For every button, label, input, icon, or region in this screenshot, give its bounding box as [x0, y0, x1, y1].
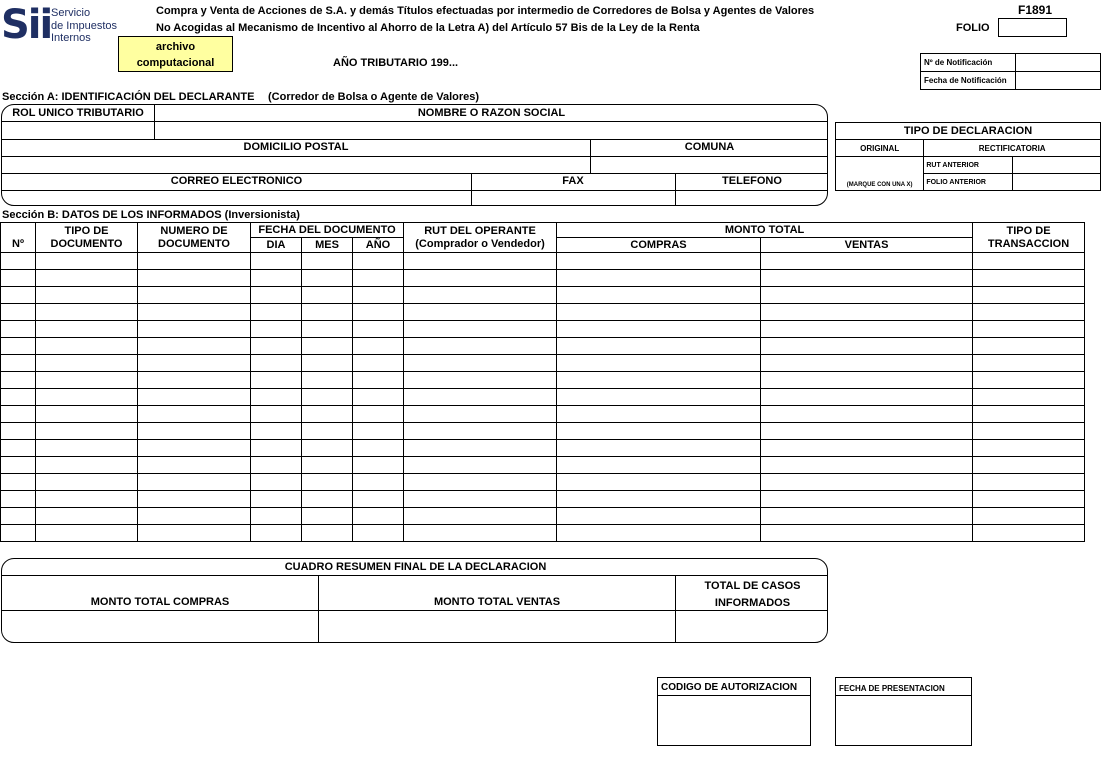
table-cell[interactable] [1, 270, 36, 287]
table-row [1, 270, 1085, 287]
table-cell[interactable] [36, 304, 138, 321]
table-cell[interactable] [973, 406, 1085, 423]
fecha-presentacion-box[interactable] [835, 677, 972, 746]
table-cell[interactable] [138, 321, 251, 338]
table-row [1, 355, 1085, 372]
table-cell[interactable] [761, 474, 973, 491]
table-cell[interactable] [557, 389, 761, 406]
marque-hint: (MARQUE CON UNA X) [846, 182, 913, 188]
fecha-presentacion-label: FECHA DE PRESENTACION [839, 684, 945, 693]
col-ventas-header: VENTAS [761, 238, 973, 253]
table-cell[interactable] [36, 508, 138, 525]
table-cell[interactable] [138, 304, 251, 321]
table-cell[interactable] [138, 423, 251, 440]
table-cell[interactable] [138, 355, 251, 372]
table-cell[interactable] [761, 508, 973, 525]
table-cell[interactable] [302, 372, 353, 389]
table-cell[interactable] [404, 406, 557, 423]
table-cell[interactable] [761, 321, 973, 338]
table-cell[interactable] [36, 491, 138, 508]
table-cell[interactable] [557, 270, 761, 287]
table-cell[interactable] [557, 355, 761, 372]
table-cell[interactable] [353, 457, 404, 474]
table-cell[interactable] [353, 525, 404, 542]
table-cell[interactable] [973, 338, 1085, 355]
table-cell[interactable] [557, 525, 761, 542]
table-cell[interactable] [36, 474, 138, 491]
informados-table [0, 222, 1085, 542]
table-cell[interactable] [251, 525, 302, 542]
table-cell[interactable] [353, 389, 404, 406]
table-cell[interactable] [404, 270, 557, 287]
table-cell[interactable] [138, 491, 251, 508]
logo-line3: Internos [51, 32, 91, 44]
table-cell[interactable] [761, 355, 973, 372]
table-cell[interactable] [36, 457, 138, 474]
table-row [1, 372, 1085, 389]
rut-input[interactable] [2, 122, 154, 139]
fax-label: FAX [562, 175, 584, 187]
codigo-autorizacion-box[interactable] [657, 677, 811, 746]
comuna-input[interactable] [591, 157, 828, 173]
table-cell[interactable] [302, 355, 353, 372]
table-cell[interactable] [557, 457, 761, 474]
table-cell[interactable] [557, 508, 761, 525]
table-cell[interactable] [557, 474, 761, 491]
col-tipo-doc-header: TIPO DE DOCUMENTO [36, 223, 138, 253]
table-cell[interactable] [1, 253, 36, 270]
table-cell[interactable] [353, 406, 404, 423]
table-cell[interactable] [557, 423, 761, 440]
table-cell[interactable] [404, 321, 557, 338]
col-tipo-trans-header: TIPO DE TRANSACCION [973, 223, 1085, 253]
resumen-ventas-input[interactable] [319, 611, 675, 643]
table-cell[interactable] [302, 287, 353, 304]
table-cell[interactable] [353, 304, 404, 321]
table-cell[interactable] [973, 304, 1085, 321]
table-row [1, 253, 1085, 270]
folio-label: FOLIO [956, 22, 990, 34]
table-cell[interactable] [36, 338, 138, 355]
table-cell[interactable] [138, 440, 251, 457]
table-cell[interactable] [404, 287, 557, 304]
table-cell[interactable] [557, 406, 761, 423]
table-cell[interactable] [973, 287, 1085, 304]
table-cell[interactable] [138, 287, 251, 304]
table-cell[interactable] [36, 270, 138, 287]
table-cell[interactable] [302, 491, 353, 508]
notif-num-input[interactable] [1016, 54, 1101, 72]
table-cell[interactable] [138, 457, 251, 474]
logo-line1: Servicio [51, 7, 91, 19]
table-cell[interactable] [353, 440, 404, 457]
table-cell[interactable] [1, 423, 36, 440]
table-cell[interactable] [973, 372, 1085, 389]
table-cell[interactable] [302, 525, 353, 542]
table-cell[interactable] [36, 406, 138, 423]
col-dia-header: DIA [251, 238, 302, 253]
table-cell[interactable] [251, 440, 302, 457]
table-cell[interactable] [138, 508, 251, 525]
archivo-line1: archivo [155, 41, 196, 53]
col-n-header: Nº [1, 223, 36, 253]
table-cell[interactable] [251, 474, 302, 491]
form-title-line1: Compra y Venta de Acciones de S.A. y demás Títulos efectuadas por intermedio de Corredores de Bolsa y Agentes de Valores [156, 5, 815, 17]
table-row [1, 474, 1085, 491]
archivo-computacional-badge [118, 36, 233, 72]
folio-anterior-input[interactable] [1012, 174, 1100, 191]
table-cell[interactable] [251, 491, 302, 508]
table-cell[interactable] [302, 253, 353, 270]
table-cell[interactable] [251, 304, 302, 321]
table-cell[interactable] [138, 338, 251, 355]
table-cell[interactable] [1, 355, 36, 372]
table-cell[interactable] [404, 389, 557, 406]
table-cell[interactable] [973, 355, 1085, 372]
table-cell[interactable] [761, 491, 973, 508]
table-cell[interactable] [251, 406, 302, 423]
table-cell[interactable] [302, 440, 353, 457]
table-cell[interactable] [353, 287, 404, 304]
resumen-compras-input[interactable] [2, 611, 318, 643]
resumen-casos-label: TOTAL DE CASOS INFORMADOS [704, 580, 801, 609]
table-cell[interactable] [251, 355, 302, 372]
table-cell[interactable] [557, 304, 761, 321]
table-cell[interactable] [973, 457, 1085, 474]
col-anio-header: AÑO [353, 238, 404, 253]
notif-num-label: Nº de Notificación [921, 54, 1016, 72]
table-cell[interactable] [251, 372, 302, 389]
table-cell[interactable] [138, 525, 251, 542]
nombre-input[interactable] [155, 122, 828, 139]
table-cell[interactable] [1, 525, 36, 542]
table-cell[interactable] [404, 440, 557, 457]
table-cell[interactable] [404, 491, 557, 508]
table-cell[interactable] [557, 491, 761, 508]
original-checkbox[interactable] [836, 157, 924, 191]
table-cell[interactable] [36, 253, 138, 270]
table-cell[interactable] [353, 270, 404, 287]
table-cell[interactable] [1, 474, 36, 491]
table-cell[interactable] [973, 423, 1085, 440]
table-cell[interactable] [1, 372, 36, 389]
table-cell[interactable] [557, 372, 761, 389]
form-code: F1891 [1018, 3, 1053, 17]
table-cell[interactable] [302, 406, 353, 423]
table-cell[interactable] [302, 389, 353, 406]
table-cell[interactable] [404, 338, 557, 355]
table-row [1, 389, 1085, 406]
table-cell[interactable] [251, 338, 302, 355]
table-row [1, 287, 1085, 304]
col-num-doc-header: NUMERO DE DOCUMENTO [138, 223, 251, 253]
table-cell[interactable] [973, 321, 1085, 338]
rut-anterior-label: RUT ANTERIOR [924, 157, 1012, 174]
col-rut-op-header: RUT DEL OPERANTE (Comprador o Vendedor) [404, 223, 557, 253]
table-cell[interactable] [251, 253, 302, 270]
table-cell[interactable] [761, 525, 973, 542]
table-cell[interactable] [404, 474, 557, 491]
table-cell[interactable] [761, 372, 973, 389]
table-cell[interactable] [138, 474, 251, 491]
sii-logo-mark: Sii [1, 2, 52, 48]
table-cell[interactable] [404, 457, 557, 474]
table-cell[interactable] [138, 389, 251, 406]
table-cell[interactable] [36, 355, 138, 372]
table-cell[interactable] [1, 338, 36, 355]
table-cell[interactable] [973, 389, 1085, 406]
form-title-line2: No Acogidas al Mecanismo de Incentivo al Ahorro de la Letra A) del Artículo 57 Bis de la Ley de la Renta [156, 22, 700, 34]
table-cell[interactable] [353, 321, 404, 338]
table-cell[interactable] [761, 304, 973, 321]
table-cell[interactable] [1, 457, 36, 474]
resumen-casos-input[interactable] [676, 611, 828, 643]
table-cell[interactable] [973, 253, 1085, 270]
table-cell[interactable] [1, 389, 36, 406]
table-cell[interactable] [761, 338, 973, 355]
notif-fecha-label: Fecha de Notificación [921, 72, 1016, 90]
section-a-frame [1, 104, 828, 206]
sii-logo-text [51, 7, 123, 45]
correo-label: CORREO ELECTRONICO [170, 175, 303, 187]
table-cell[interactable] [36, 287, 138, 304]
table-cell[interactable] [36, 423, 138, 440]
table-cell[interactable] [557, 287, 761, 304]
table-cell[interactable] [353, 253, 404, 270]
table-cell[interactable] [973, 440, 1085, 457]
table-cell[interactable] [302, 457, 353, 474]
table-cell[interactable] [557, 253, 761, 270]
table-cell[interactable] [1, 321, 36, 338]
table-row [1, 491, 1085, 508]
resumen-compras-label: MONTO TOTAL COMPRAS [90, 596, 230, 608]
table-cell[interactable] [251, 270, 302, 287]
table-cell[interactable] [404, 372, 557, 389]
table-cell[interactable] [404, 304, 557, 321]
table-cell[interactable] [761, 423, 973, 440]
section-a-title: Sección A: IDENTIFICACIÓN DEL DECLARANTE [2, 91, 255, 103]
table-cell[interactable] [138, 253, 251, 270]
table-cell[interactable] [251, 508, 302, 525]
table-row [1, 304, 1085, 321]
notif-fecha-input[interactable] [1016, 72, 1101, 90]
domicilio-label: DOMICILIO POSTAL [243, 141, 349, 153]
table-cell[interactable] [404, 355, 557, 372]
table-cell[interactable] [138, 270, 251, 287]
folio-input-box[interactable] [998, 18, 1067, 37]
tipo-declaracion-title: TIPO DE DECLARACION [836, 123, 1101, 140]
resumen-title: CUADRO RESUMEN FINAL DE LA DECLARACION [284, 561, 547, 573]
table-cell[interactable] [973, 525, 1085, 542]
table-cell[interactable] [251, 389, 302, 406]
table-cell[interactable] [251, 457, 302, 474]
archivo-line2: computacional [136, 57, 215, 69]
sii-logo [1, 2, 121, 48]
table-cell[interactable] [302, 508, 353, 525]
col-monto-header: MONTO TOTAL [557, 223, 973, 238]
table-cell[interactable] [353, 474, 404, 491]
table-cell[interactable] [138, 372, 251, 389]
rectificatoria-label: RECTIFICATORIA [924, 140, 1101, 157]
folio-anterior-label: FOLIO ANTERIOR [924, 174, 1012, 191]
correo-input[interactable] [2, 191, 471, 206]
table-cell[interactable] [404, 423, 557, 440]
rut-label: ROL UNICO TRIBUTARIO [12, 107, 144, 119]
table-cell[interactable] [973, 270, 1085, 287]
table-cell[interactable] [973, 491, 1085, 508]
table-row [1, 321, 1085, 338]
table-row [1, 457, 1085, 474]
table-cell[interactable] [302, 270, 353, 287]
logo-line2: de Impuestos [51, 19, 118, 32]
table-cell[interactable] [1, 440, 36, 457]
table-row [1, 525, 1085, 542]
tipo-declaracion-table [835, 122, 1101, 191]
fax-input[interactable] [472, 191, 675, 206]
table-cell[interactable] [353, 508, 404, 525]
anio-tributario: AÑO TRIBUTARIO 199... [333, 57, 459, 69]
table-cell[interactable] [353, 423, 404, 440]
table-cell[interactable] [302, 321, 353, 338]
table-row [1, 338, 1085, 355]
table-cell[interactable] [761, 406, 973, 423]
section-a-subtitle: (Corredor de Bolsa o Agente de Valores) [268, 91, 480, 103]
table-cell[interactable] [302, 423, 353, 440]
table-cell[interactable] [761, 440, 973, 457]
table-cell[interactable] [353, 372, 404, 389]
table-cell[interactable] [1, 304, 36, 321]
table-cell[interactable] [302, 474, 353, 491]
codigo-autorizacion-label: CODIGO DE AUTORIZACION [661, 682, 798, 693]
table-cell[interactable] [557, 321, 761, 338]
table-cell[interactable] [1, 287, 36, 304]
table-cell[interactable] [761, 253, 973, 270]
table-row [1, 406, 1085, 423]
table-cell[interactable] [761, 270, 973, 287]
table-cell[interactable] [761, 457, 973, 474]
table-cell[interactable] [404, 508, 557, 525]
table-cell[interactable] [302, 304, 353, 321]
resumen-ventas-label: MONTO TOTAL VENTAS [433, 596, 561, 608]
table-cell[interactable] [1, 508, 36, 525]
col-mes-header: MES [302, 238, 353, 253]
rut-anterior-input[interactable] [1012, 157, 1100, 174]
table-row [1, 423, 1085, 440]
section-b-title: Sección B: DATOS DE LOS INFORMADOS (Inversionista) [2, 209, 300, 221]
table-cell[interactable] [302, 338, 353, 355]
table-cell[interactable] [353, 355, 404, 372]
table-cell[interactable] [251, 321, 302, 338]
table-cell[interactable] [353, 338, 404, 355]
telefono-input[interactable] [676, 191, 828, 206]
table-cell[interactable] [138, 406, 251, 423]
table-row [1, 508, 1085, 525]
table-cell[interactable] [1, 406, 36, 423]
table-cell[interactable] [251, 423, 302, 440]
table-cell[interactable] [36, 372, 138, 389]
original-label: ORIGINAL [836, 140, 924, 157]
table-cell[interactable] [353, 491, 404, 508]
table-cell[interactable] [404, 253, 557, 270]
table-cell[interactable] [557, 440, 761, 457]
table-cell[interactable] [36, 440, 138, 457]
table-row [1, 440, 1085, 457]
table-cell[interactable] [36, 525, 138, 542]
table-cell[interactable] [36, 321, 138, 338]
table-cell[interactable] [761, 287, 973, 304]
notificacion-table [920, 53, 1101, 90]
table-cell[interactable] [1, 491, 36, 508]
table-cell[interactable] [761, 389, 973, 406]
nombre-label: NOMBRE O RAZON SOCIAL [417, 107, 566, 119]
col-fecha-header: FECHA DEL DOCUMENTO [251, 223, 404, 238]
comuna-label: COMUNA [684, 141, 735, 153]
table-cell[interactable] [973, 474, 1085, 491]
telefono-label: TELEFONO [722, 175, 782, 187]
domicilio-input[interactable] [2, 157, 590, 173]
resumen-frame [1, 558, 828, 643]
table-cell[interactable] [404, 525, 557, 542]
table-cell[interactable] [973, 508, 1085, 525]
table-cell[interactable] [557, 338, 761, 355]
table-cell[interactable] [251, 287, 302, 304]
col-compras-header: COMPRAS [557, 238, 761, 253]
table-cell[interactable] [36, 389, 138, 406]
